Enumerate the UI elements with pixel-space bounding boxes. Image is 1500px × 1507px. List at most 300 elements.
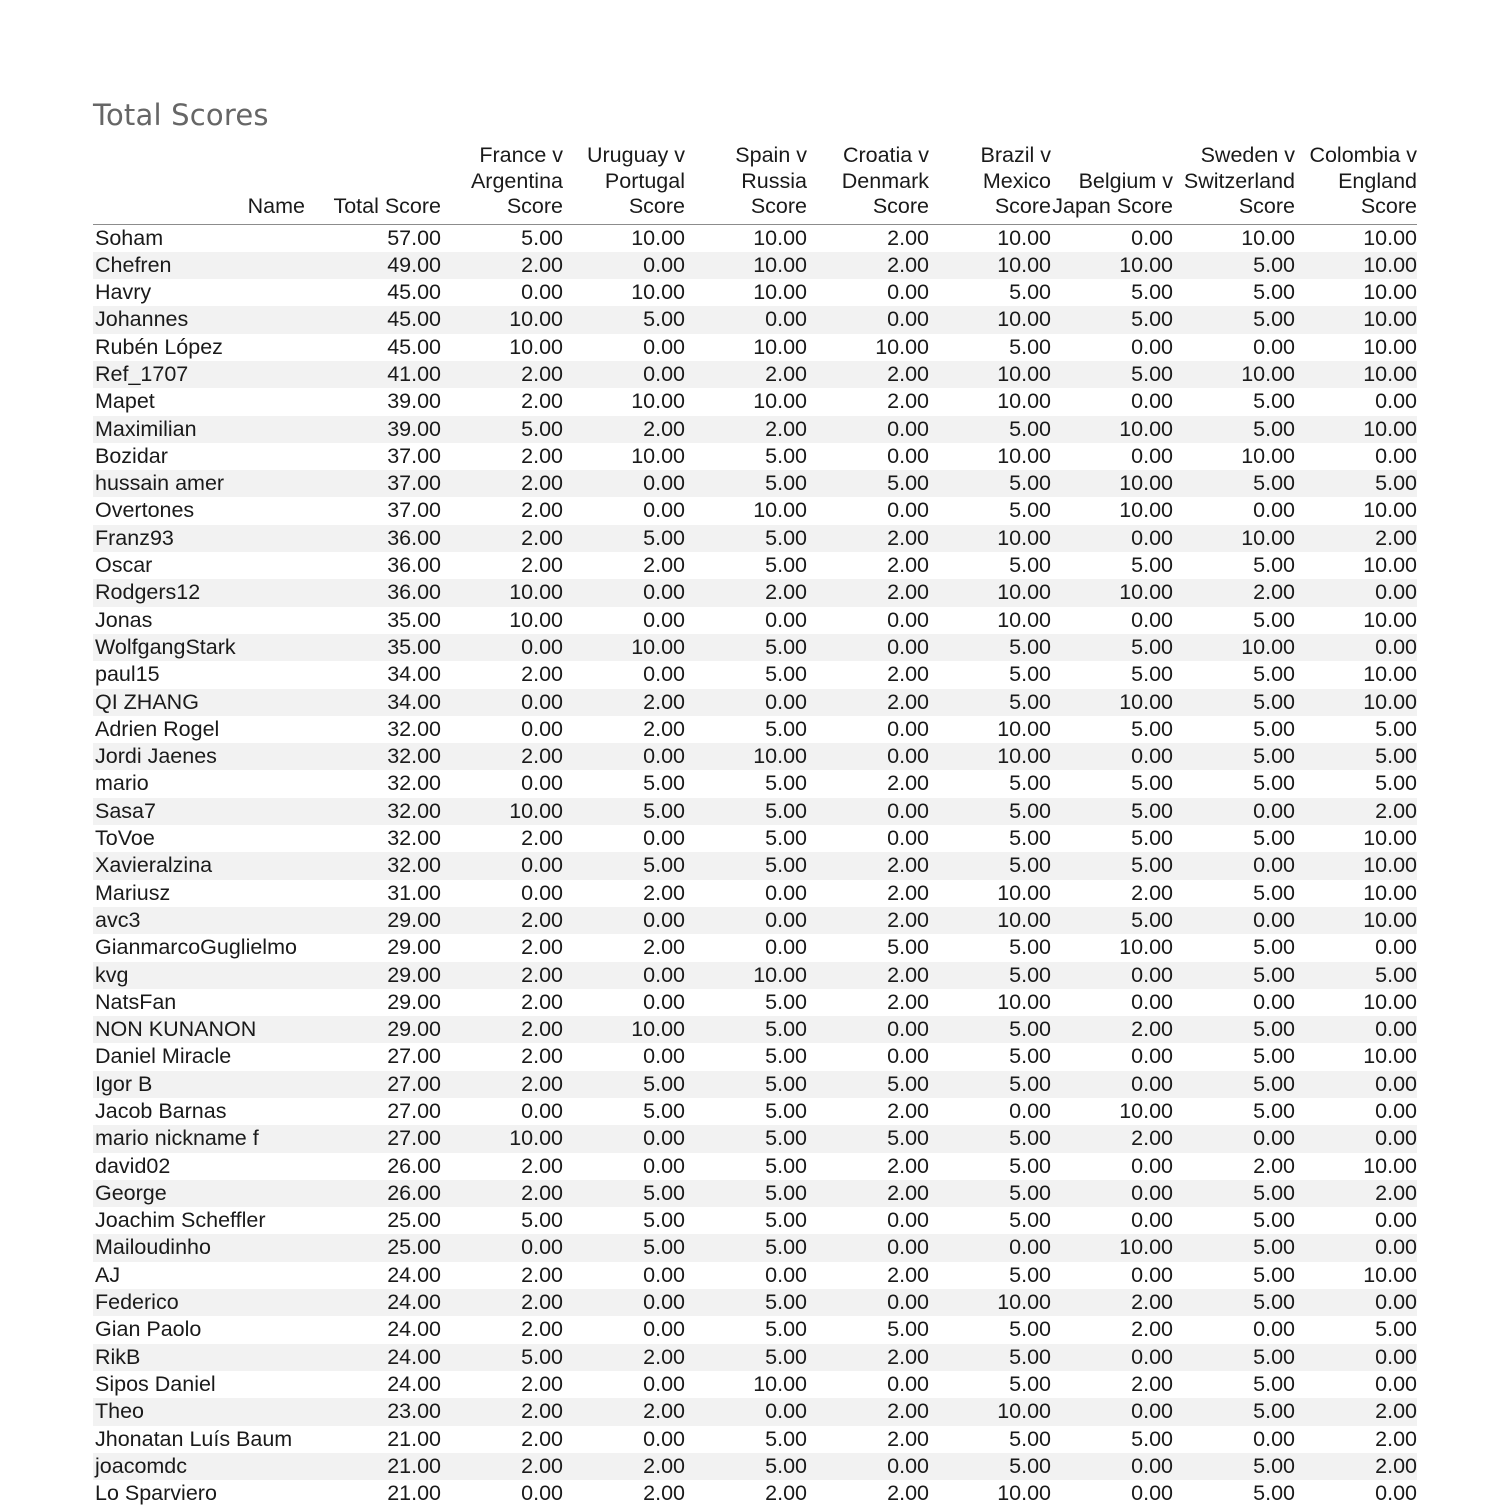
cell-m2: 5.00 bbox=[643, 1071, 685, 1096]
cell-name: avc3 bbox=[95, 907, 141, 932]
table-body bbox=[93, 224, 1417, 1507]
cell-m3: 10.00 bbox=[753, 334, 807, 359]
cell-m1: 2.00 bbox=[521, 1371, 563, 1396]
cell-total: 27.00 bbox=[387, 1044, 441, 1069]
cell-m4: 2.00 bbox=[887, 853, 929, 878]
cell-m1: 2.00 bbox=[521, 553, 563, 578]
cell-total: 32.00 bbox=[387, 771, 441, 796]
cell-m2: 5.00 bbox=[643, 525, 685, 550]
cell-total: 24.00 bbox=[387, 1344, 441, 1369]
cell-m1: 2.00 bbox=[521, 826, 563, 851]
total-scores-table bbox=[93, 143, 1417, 1507]
cell-m6: 0.00 bbox=[1131, 744, 1173, 769]
cell-m8: 0.00 bbox=[1375, 1481, 1417, 1506]
table-row[interactable] bbox=[93, 743, 1417, 770]
cell-m6: 10.00 bbox=[1119, 935, 1173, 960]
table-row[interactable] bbox=[93, 716, 1417, 743]
table-row[interactable] bbox=[93, 361, 1417, 388]
cell-m4: 2.00 bbox=[887, 1262, 929, 1287]
cell-total: 45.00 bbox=[387, 280, 441, 305]
cell-m4: 2.00 bbox=[887, 361, 929, 386]
cell-m2: 0.00 bbox=[643, 907, 685, 932]
cell-m4: 0.00 bbox=[887, 716, 929, 741]
cell-m7: 5.00 bbox=[1253, 389, 1295, 414]
cell-name: Jhonatan Luís Baum bbox=[95, 1426, 293, 1451]
cell-name: Igor B bbox=[95, 1071, 153, 1096]
cell-m8: 0.00 bbox=[1375, 1071, 1417, 1096]
cell-total: 25.00 bbox=[387, 1235, 441, 1260]
cell-m1: 2.00 bbox=[521, 744, 563, 769]
cell-m3: 5.00 bbox=[765, 716, 807, 741]
cell-m4: 0.00 bbox=[887, 498, 929, 523]
cell-m8: 0.00 bbox=[1375, 1290, 1417, 1315]
table-row[interactable] bbox=[93, 1043, 1417, 1070]
cell-name: Overtones bbox=[95, 498, 195, 523]
cell-m7: 5.00 bbox=[1253, 471, 1295, 496]
table-row[interactable] bbox=[93, 1262, 1417, 1289]
cell-m5: 5.00 bbox=[1009, 498, 1051, 523]
cell-m1: 10.00 bbox=[509, 307, 563, 332]
cell-m2: 0.00 bbox=[643, 1317, 685, 1342]
table-row[interactable] bbox=[93, 1098, 1417, 1125]
table-row[interactable] bbox=[93, 579, 1417, 606]
table-row[interactable] bbox=[93, 1180, 1417, 1207]
cell-name: Rubén López bbox=[95, 334, 223, 359]
cell-m4: 2.00 bbox=[887, 580, 929, 605]
cell-m8: 10.00 bbox=[1363, 280, 1417, 305]
column-header-m7[interactable]: Sweden v Switzerland Score bbox=[1173, 143, 1295, 224]
cell-m7: 5.00 bbox=[1253, 1044, 1295, 1069]
cell-m5: 5.00 bbox=[1009, 280, 1051, 305]
table-row[interactable] bbox=[93, 1398, 1417, 1425]
table-row[interactable] bbox=[93, 252, 1417, 279]
cell-m6: 2.00 bbox=[1131, 1126, 1173, 1151]
column-header-m3[interactable]: Spain v Russia Score bbox=[685, 143, 807, 224]
cell-m6: 5.00 bbox=[1131, 1426, 1173, 1451]
cell-m1: 2.00 bbox=[521, 989, 563, 1014]
cell-name: Johannes bbox=[95, 307, 189, 332]
cell-m6: 5.00 bbox=[1131, 307, 1173, 332]
cell-m1: 2.00 bbox=[521, 1262, 563, 1287]
cell-m3: 5.00 bbox=[765, 471, 807, 496]
cell-m1: 0.00 bbox=[521, 771, 563, 796]
cell-m6: 0.00 bbox=[1131, 989, 1173, 1014]
cell-m3: 5.00 bbox=[765, 1180, 807, 1205]
cell-m5: 5.00 bbox=[1009, 935, 1051, 960]
cell-name: Maximilian bbox=[95, 416, 197, 441]
cell-name: NON KUNANON bbox=[95, 1017, 257, 1042]
cell-m1: 5.00 bbox=[521, 416, 563, 441]
cell-m1: 2.00 bbox=[521, 1290, 563, 1315]
cell-m6: 0.00 bbox=[1131, 1208, 1173, 1233]
column-header-total[interactable]: Total Score bbox=[305, 143, 441, 224]
cell-m8: 10.00 bbox=[1363, 1153, 1417, 1178]
table-header bbox=[93, 143, 1417, 224]
cell-m6: 5.00 bbox=[1131, 826, 1173, 851]
cell-m6: 10.00 bbox=[1119, 1099, 1173, 1123]
table-row[interactable] bbox=[93, 279, 1417, 306]
cell-m2: 5.00 bbox=[643, 1235, 685, 1260]
table-row[interactable] bbox=[93, 798, 1417, 825]
cell-m1: 0.00 bbox=[521, 689, 563, 714]
table-row[interactable] bbox=[93, 880, 1417, 907]
column-header-m8[interactable]: Colombia v England Score bbox=[1295, 143, 1417, 224]
cell-m8: 2.00 bbox=[1375, 1426, 1417, 1451]
cell-m3: 5.00 bbox=[765, 1153, 807, 1178]
column-header-m2[interactable]: Uruguay v Portugal Score bbox=[563, 143, 685, 224]
cell-m4: 0.00 bbox=[887, 607, 929, 632]
cell-m8: 10.00 bbox=[1363, 225, 1417, 250]
cell-m3: 5.00 bbox=[765, 1017, 807, 1042]
cell-name: Havry bbox=[95, 280, 152, 305]
table-row[interactable] bbox=[93, 907, 1417, 934]
table-row[interactable] bbox=[93, 1316, 1417, 1343]
cell-name: Lo Sparviero bbox=[95, 1481, 217, 1506]
cell-total: 37.00 bbox=[387, 498, 441, 523]
cell-m7: 5.00 bbox=[1253, 771, 1295, 796]
cell-m5: 5.00 bbox=[1009, 1344, 1051, 1369]
table-row[interactable] bbox=[93, 306, 1417, 333]
cell-total: 34.00 bbox=[387, 689, 441, 714]
cell-m7: 5.00 bbox=[1253, 662, 1295, 687]
cell-name: david02 bbox=[95, 1153, 171, 1178]
table-row[interactable] bbox=[93, 443, 1417, 470]
cell-name: Bozidar bbox=[95, 443, 168, 468]
cell-m2: 2.00 bbox=[643, 935, 685, 960]
cell-name: NatsFan bbox=[95, 989, 177, 1014]
cell-m1: 2.00 bbox=[521, 1426, 563, 1451]
cell-m4: 0.00 bbox=[887, 798, 929, 823]
table-row[interactable] bbox=[93, 224, 1417, 252]
cell-m1: 2.00 bbox=[521, 1453, 563, 1478]
table-row[interactable] bbox=[93, 1371, 1417, 1398]
cell-m3: 5.00 bbox=[765, 771, 807, 796]
table-row[interactable] bbox=[93, 934, 1417, 961]
cell-m5: 10.00 bbox=[997, 1290, 1051, 1315]
cell-m5: 5.00 bbox=[1009, 689, 1051, 714]
cell-m6: 0.00 bbox=[1131, 1071, 1173, 1096]
cell-m4: 2.00 bbox=[887, 1099, 929, 1123]
cell-name: Sasa7 bbox=[95, 798, 156, 823]
cell-m2: 0.00 bbox=[643, 361, 685, 386]
cell-m6: 5.00 bbox=[1131, 853, 1173, 878]
cell-m2: 5.00 bbox=[643, 1180, 685, 1205]
cell-total: 32.00 bbox=[387, 744, 441, 769]
cell-m4: 2.00 bbox=[887, 525, 929, 550]
cell-m3: 5.00 bbox=[765, 1317, 807, 1342]
cell-total: 23.00 bbox=[387, 1399, 441, 1424]
table-row[interactable] bbox=[93, 962, 1417, 989]
cell-name: Gian Paolo bbox=[95, 1317, 202, 1342]
cell-m5: 5.00 bbox=[1009, 1317, 1051, 1342]
cell-m4: 2.00 bbox=[887, 1153, 929, 1178]
cell-m5: 10.00 bbox=[997, 744, 1051, 769]
cell-m5: 10.00 bbox=[997, 443, 1051, 468]
cell-m3: 10.00 bbox=[753, 744, 807, 769]
cell-m2: 0.00 bbox=[643, 252, 685, 277]
table-row[interactable] bbox=[93, 1234, 1417, 1261]
cell-m5: 10.00 bbox=[997, 607, 1051, 632]
cell-m6: 5.00 bbox=[1131, 634, 1173, 659]
cell-total: 34.00 bbox=[387, 662, 441, 687]
cell-m3: 5.00 bbox=[765, 553, 807, 578]
cell-m6: 0.00 bbox=[1131, 525, 1173, 550]
cell-m4: 2.00 bbox=[887, 1426, 929, 1451]
table-row[interactable] bbox=[93, 1453, 1417, 1480]
cell-m6: 0.00 bbox=[1131, 1453, 1173, 1478]
cell-m7: 5.00 bbox=[1253, 880, 1295, 905]
cell-m4: 2.00 bbox=[887, 962, 929, 987]
cell-m1: 0.00 bbox=[521, 280, 563, 305]
cell-m3: 5.00 bbox=[765, 1208, 807, 1233]
cell-m2: 0.00 bbox=[643, 1153, 685, 1178]
cell-m5: 10.00 bbox=[997, 307, 1051, 332]
cell-m8: 0.00 bbox=[1375, 1344, 1417, 1369]
cell-m4: 2.00 bbox=[887, 389, 929, 414]
cell-m4: 5.00 bbox=[887, 1071, 929, 1096]
table-row[interactable] bbox=[93, 661, 1417, 688]
cell-m7: 0.00 bbox=[1253, 1426, 1295, 1451]
cell-m6: 10.00 bbox=[1119, 416, 1173, 441]
cell-m6: 2.00 bbox=[1131, 1290, 1173, 1315]
cell-name: Mailoudinho bbox=[95, 1235, 211, 1260]
cell-m1: 0.00 bbox=[521, 716, 563, 741]
table-row[interactable] bbox=[93, 1071, 1417, 1098]
cell-m3: 5.00 bbox=[765, 1126, 807, 1151]
table-row[interactable] bbox=[93, 1207, 1417, 1234]
cell-m4: 0.00 bbox=[887, 307, 929, 332]
cell-m5: 10.00 bbox=[997, 1481, 1051, 1506]
column-header-m6[interactable]: Belgium v Japan Score bbox=[1051, 143, 1173, 224]
cell-m3: 10.00 bbox=[753, 280, 807, 305]
cell-m5: 5.00 bbox=[1009, 634, 1051, 659]
cell-name: RikB bbox=[95, 1344, 141, 1369]
cell-m1: 0.00 bbox=[521, 853, 563, 878]
cell-m8: 10.00 bbox=[1363, 907, 1417, 932]
cell-m7: 2.00 bbox=[1253, 580, 1295, 605]
cell-m6: 5.00 bbox=[1131, 361, 1173, 386]
cell-m5: 5.00 bbox=[1009, 1426, 1051, 1451]
cell-m6: 0.00 bbox=[1131, 1044, 1173, 1069]
cell-m7: 5.00 bbox=[1253, 1099, 1295, 1123]
cell-name: mario bbox=[95, 771, 149, 796]
table-row[interactable] bbox=[93, 497, 1417, 524]
cell-m7: 5.00 bbox=[1253, 1017, 1295, 1042]
table-row[interactable] bbox=[93, 470, 1417, 497]
table-row[interactable] bbox=[93, 1289, 1417, 1316]
cell-name: Adrien Rogel bbox=[95, 716, 220, 741]
cell-m3: 5.00 bbox=[765, 826, 807, 851]
cell-m7: 10.00 bbox=[1241, 361, 1295, 386]
cell-m1: 2.00 bbox=[521, 1180, 563, 1205]
cell-total: 36.00 bbox=[387, 580, 441, 605]
cell-m8: 10.00 bbox=[1363, 416, 1417, 441]
cell-m8: 10.00 bbox=[1363, 1262, 1417, 1287]
table-row[interactable] bbox=[93, 525, 1417, 552]
cell-total: 27.00 bbox=[387, 1099, 441, 1123]
table-row[interactable] bbox=[93, 607, 1417, 634]
cell-m7: 5.00 bbox=[1253, 607, 1295, 632]
column-header-name[interactable]: Name bbox=[93, 143, 305, 224]
cell-m8: 0.00 bbox=[1375, 1208, 1417, 1233]
cell-m2: 0.00 bbox=[643, 1426, 685, 1451]
cell-m3: 5.00 bbox=[765, 1426, 807, 1451]
cell-m5: 0.00 bbox=[1009, 1099, 1051, 1123]
cell-m3: 5.00 bbox=[765, 1290, 807, 1315]
cell-total: 29.00 bbox=[387, 1017, 441, 1042]
cell-m3: 10.00 bbox=[753, 389, 807, 414]
cell-m4: 10.00 bbox=[875, 334, 929, 359]
cell-m2: 2.00 bbox=[643, 553, 685, 578]
cell-m2: 5.00 bbox=[643, 307, 685, 332]
cell-m8: 0.00 bbox=[1375, 1235, 1417, 1260]
cell-m5: 10.00 bbox=[997, 525, 1051, 550]
table-row[interactable] bbox=[93, 1344, 1417, 1371]
cell-m5: 10.00 bbox=[997, 252, 1051, 277]
table-row[interactable] bbox=[93, 1016, 1417, 1043]
cell-m7: 10.00 bbox=[1241, 525, 1295, 550]
cell-m3: 5.00 bbox=[765, 1071, 807, 1096]
cell-name: Sipos Daniel bbox=[95, 1371, 216, 1396]
cell-m7: 5.00 bbox=[1253, 962, 1295, 987]
cell-m3: 5.00 bbox=[765, 798, 807, 823]
column-header-m1[interactable]: France v Argentina Score bbox=[441, 143, 563, 224]
cell-m2: 0.00 bbox=[643, 1044, 685, 1069]
cell-m7: 5.00 bbox=[1253, 1371, 1295, 1396]
table-row[interactable] bbox=[93, 989, 1417, 1016]
cell-m2: 0.00 bbox=[643, 826, 685, 851]
cell-m7: 5.00 bbox=[1253, 826, 1295, 851]
cell-m8: 2.00 bbox=[1375, 798, 1417, 823]
cell-total: 26.00 bbox=[387, 1180, 441, 1205]
cell-m8: 0.00 bbox=[1375, 634, 1417, 659]
cell-m3: 5.00 bbox=[765, 853, 807, 878]
cell-m2: 0.00 bbox=[643, 989, 685, 1014]
cell-m6: 10.00 bbox=[1119, 498, 1173, 523]
table-row[interactable] bbox=[93, 416, 1417, 443]
cell-m7: 5.00 bbox=[1253, 1208, 1295, 1233]
cell-total: 37.00 bbox=[387, 471, 441, 496]
cell-m2: 10.00 bbox=[631, 634, 685, 659]
cell-m5: 5.00 bbox=[1009, 662, 1051, 687]
cell-m6: 10.00 bbox=[1119, 580, 1173, 605]
cell-m8: 10.00 bbox=[1363, 989, 1417, 1014]
cell-m4: 0.00 bbox=[887, 1453, 929, 1478]
cell-m8: 10.00 bbox=[1363, 361, 1417, 386]
cell-total: 25.00 bbox=[387, 1208, 441, 1233]
cell-total: 35.00 bbox=[387, 607, 441, 632]
cell-name: hussain amer bbox=[95, 471, 225, 496]
cell-m3: 0.00 bbox=[765, 935, 807, 960]
cell-m2: 0.00 bbox=[643, 580, 685, 605]
cell-name: QI ZHANG bbox=[95, 689, 199, 714]
table-row[interactable] bbox=[93, 1480, 1417, 1507]
cell-m8: 2.00 bbox=[1375, 525, 1417, 550]
cell-total: 24.00 bbox=[387, 1290, 441, 1315]
cell-total: 36.00 bbox=[387, 525, 441, 550]
cell-m1: 5.00 bbox=[521, 1208, 563, 1233]
cell-m7: 5.00 bbox=[1253, 1235, 1295, 1260]
cell-m3: 5.00 bbox=[765, 989, 807, 1014]
cell-total: 39.00 bbox=[387, 389, 441, 414]
table-row[interactable] bbox=[93, 770, 1417, 797]
table-row[interactable] bbox=[93, 689, 1417, 716]
table-row[interactable] bbox=[93, 852, 1417, 879]
cell-m4: 2.00 bbox=[887, 1180, 929, 1205]
cell-m1: 2.00 bbox=[521, 1017, 563, 1042]
cell-m1: 2.00 bbox=[521, 935, 563, 960]
cell-m4: 0.00 bbox=[887, 744, 929, 769]
cell-m6: 10.00 bbox=[1119, 689, 1173, 714]
cell-name: Daniel Miracle bbox=[95, 1044, 232, 1069]
cell-m7: 2.00 bbox=[1253, 1153, 1295, 1178]
cell-m5: 0.00 bbox=[1009, 1235, 1051, 1260]
cell-total: 29.00 bbox=[387, 962, 441, 987]
table-row[interactable] bbox=[93, 334, 1417, 361]
cell-m5: 5.00 bbox=[1009, 771, 1051, 796]
cell-total: 24.00 bbox=[387, 1317, 441, 1342]
table-row[interactable] bbox=[93, 552, 1417, 579]
cell-m6: 2.00 bbox=[1131, 880, 1173, 905]
table-row[interactable] bbox=[93, 634, 1417, 661]
cell-m6: 0.00 bbox=[1131, 1481, 1173, 1506]
cell-m1: 2.00 bbox=[521, 1399, 563, 1424]
cell-m7: 5.00 bbox=[1253, 280, 1295, 305]
cell-m8: 10.00 bbox=[1363, 498, 1417, 523]
cell-m6: 10.00 bbox=[1119, 1235, 1173, 1260]
cell-m4: 2.00 bbox=[887, 1399, 929, 1424]
cell-m4: 0.00 bbox=[887, 826, 929, 851]
table-row[interactable] bbox=[93, 825, 1417, 852]
table-row[interactable] bbox=[93, 1153, 1417, 1180]
cell-m8: 10.00 bbox=[1363, 853, 1417, 878]
table-row[interactable] bbox=[93, 388, 1417, 415]
table-row[interactable] bbox=[93, 1426, 1417, 1453]
cell-m8: 10.00 bbox=[1363, 689, 1417, 714]
cell-m5: 10.00 bbox=[997, 361, 1051, 386]
cell-m7: 5.00 bbox=[1253, 1481, 1295, 1506]
cell-m3: 2.00 bbox=[765, 580, 807, 605]
cell-m1: 10.00 bbox=[509, 607, 563, 632]
cell-m6: 0.00 bbox=[1131, 607, 1173, 632]
cell-m8: 10.00 bbox=[1363, 607, 1417, 632]
cell-m5: 10.00 bbox=[997, 389, 1051, 414]
cell-total: 45.00 bbox=[387, 307, 441, 332]
table-row[interactable] bbox=[93, 1125, 1417, 1152]
cell-m1: 0.00 bbox=[521, 634, 563, 659]
scores-table-container bbox=[93, 143, 1415, 1507]
cell-m2: 2.00 bbox=[643, 689, 685, 714]
cell-m4: 0.00 bbox=[887, 1290, 929, 1315]
column-header-m4[interactable]: Croatia v Denmark Score bbox=[807, 143, 929, 224]
cell-m7: 0.00 bbox=[1253, 853, 1295, 878]
cell-m7: 0.00 bbox=[1253, 334, 1295, 359]
cell-m8: 5.00 bbox=[1375, 1317, 1417, 1342]
cell-m3: 5.00 bbox=[765, 634, 807, 659]
cell-m8: 5.00 bbox=[1375, 962, 1417, 987]
cell-m5: 10.00 bbox=[997, 225, 1051, 250]
cell-m5: 10.00 bbox=[997, 989, 1051, 1014]
cell-m1: 2.00 bbox=[521, 1153, 563, 1178]
column-header-m5[interactable]: Brazil v Mexico Score bbox=[929, 143, 1051, 224]
cell-m8: 10.00 bbox=[1363, 307, 1417, 332]
cell-m8: 10.00 bbox=[1363, 553, 1417, 578]
cell-m8: 10.00 bbox=[1363, 880, 1417, 905]
cell-m1: 2.00 bbox=[521, 907, 563, 932]
cell-m1: 5.00 bbox=[521, 225, 563, 250]
cell-m1: 2.00 bbox=[521, 1317, 563, 1342]
cell-m6: 5.00 bbox=[1131, 716, 1173, 741]
